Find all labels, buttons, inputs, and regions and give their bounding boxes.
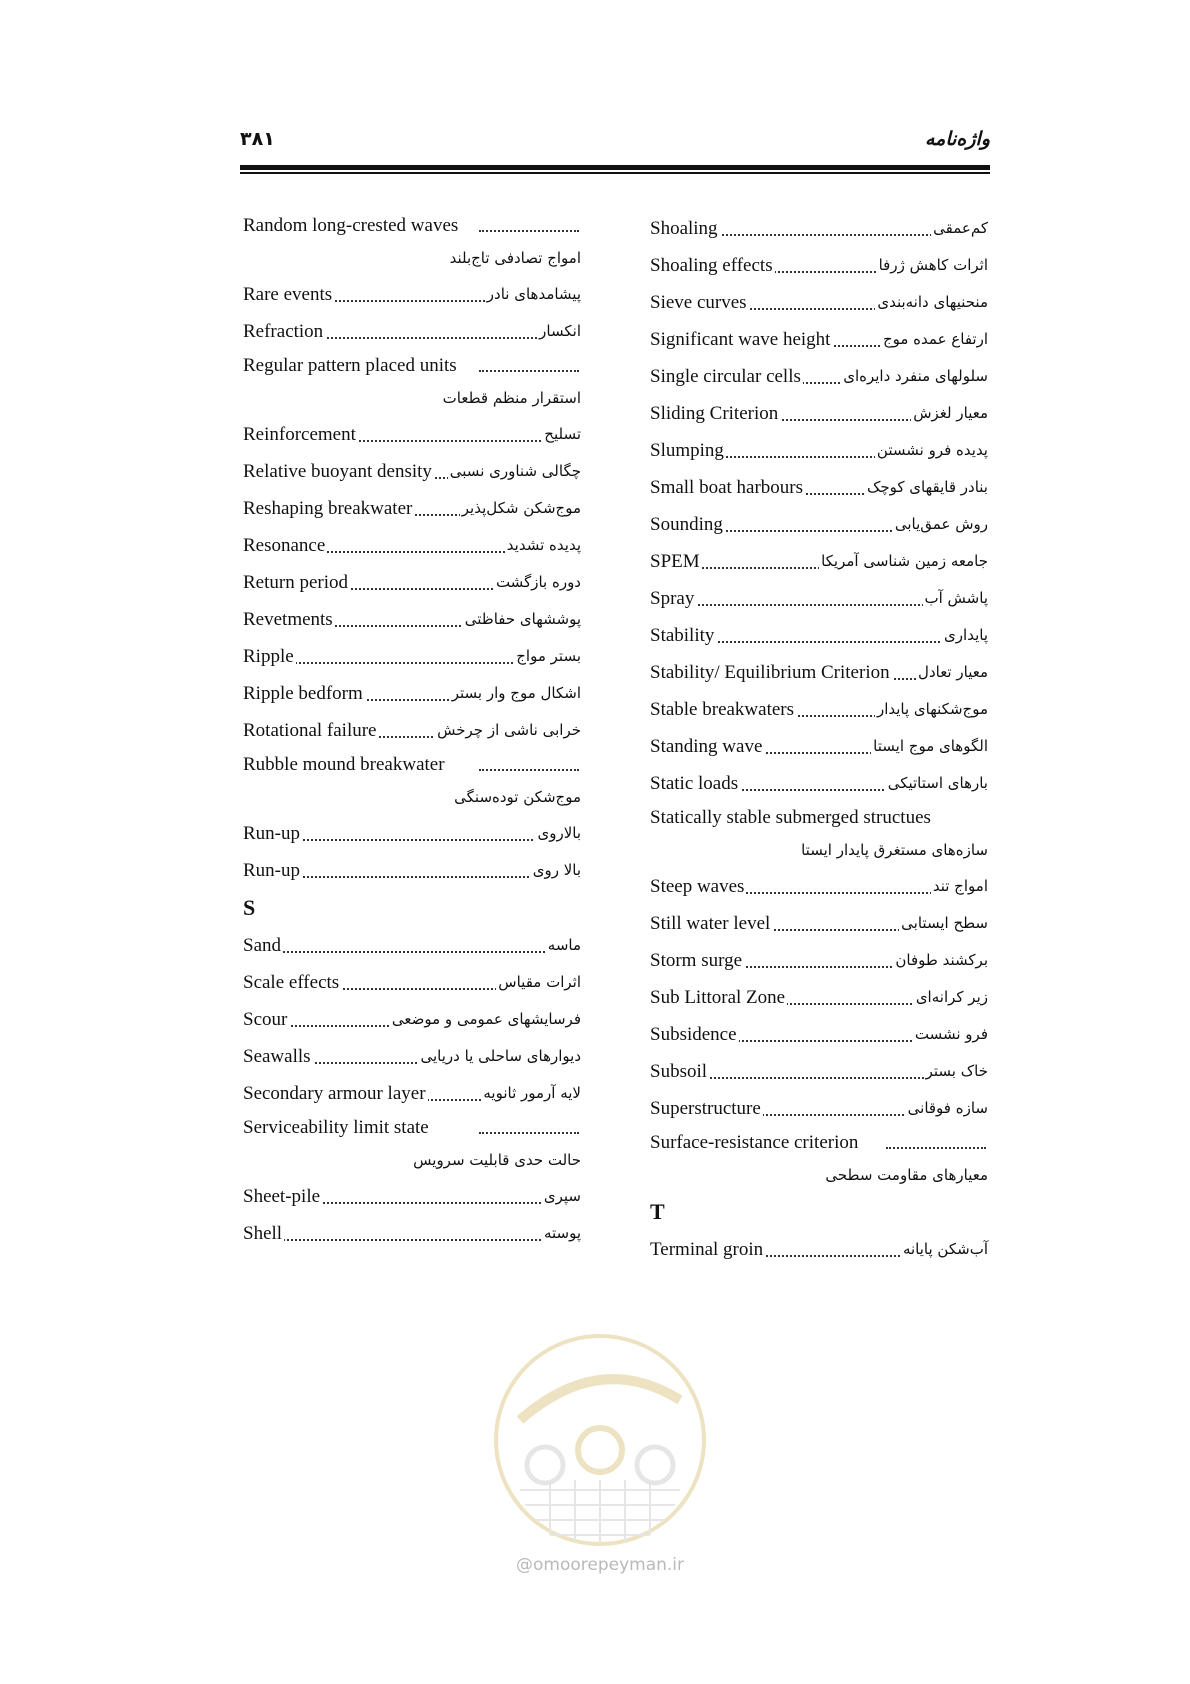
glossary-entry	[243, 564, 581, 601]
glossary-entry	[650, 358, 988, 395]
term-persian: حالت حدی قابلیت سرویس	[413, 1151, 581, 1169]
dot-leader	[479, 1132, 579, 1134]
term-persian: معیار لغزش	[911, 395, 988, 432]
term-persian: پوسته	[542, 1215, 581, 1252]
header-rule-thin	[240, 172, 990, 174]
term-persian: سازه فوقانی	[906, 1090, 988, 1127]
term-english: Subsidence	[650, 1016, 739, 1053]
term-persian: اشکال موج وار بستر	[450, 675, 581, 712]
term-persian: معیارهای مقاومت سطحی	[825, 1166, 988, 1184]
glossary-column-right	[650, 210, 988, 1268]
section-letter: S	[243, 895, 256, 920]
term-english: Stability/ Equilibrium Criterion	[650, 654, 892, 691]
term-persian: پدیده تشدید	[505, 527, 581, 564]
glossary-entry	[650, 210, 988, 247]
term-persian: خرابی ناشی از چرخش	[435, 712, 581, 749]
term-english: Storm surge	[650, 942, 744, 979]
term-english: Surface-resistance criterion	[650, 1127, 860, 1159]
term-english: Static loads	[650, 765, 740, 802]
term-persian: لایه آرمور ثانویه	[481, 1075, 581, 1112]
term-english: Standing wave	[650, 728, 764, 765]
term-persian: سطح ایستابی	[899, 905, 988, 942]
term-english: Random long-crested waves	[243, 210, 460, 242]
glossary-entry	[650, 654, 988, 691]
term-persian: معیار تعادل	[916, 654, 988, 691]
term-english: Shoaling effects	[650, 247, 775, 284]
dot-leader	[479, 230, 579, 232]
term-persian: بنادر قایقهای کوچک	[865, 469, 988, 506]
term-english: Rubble mound breakwater	[243, 749, 447, 781]
glossary-column-left	[243, 210, 581, 1252]
term-english: Slumping	[650, 432, 726, 469]
term-english: Refraction	[243, 313, 325, 350]
glossary-entry	[650, 247, 988, 284]
section-title: واژه‌نامه	[924, 128, 990, 150]
term-english: Single circular cells	[650, 358, 803, 395]
glossary-entry	[243, 1001, 581, 1038]
term-persian: موج‌شکن توده‌سنگی	[454, 788, 581, 806]
term-english: Rare events	[243, 276, 334, 313]
watermark-logo	[490, 1330, 710, 1550]
term-english: Sieve curves	[650, 284, 749, 321]
term-english: Stability	[650, 617, 716, 654]
term-persian: روش عمق‌یابی	[893, 506, 988, 543]
term-english: Rotational failure	[243, 712, 378, 749]
glossary-entry	[650, 691, 988, 728]
glossary-entry	[650, 868, 988, 905]
term-persian: ارتفاع عمده موج	[881, 321, 988, 358]
term-english: Statically stable submerged structues	[650, 802, 933, 834]
term-persian: پاشش آب	[923, 580, 989, 617]
term-english: Return period	[243, 564, 350, 601]
term-english: Ripple	[243, 638, 296, 675]
glossary-entry	[650, 765, 988, 802]
glossary-entry	[243, 490, 581, 527]
term-persian: بالاروی	[535, 815, 581, 852]
term-english: Reinforcement	[243, 416, 358, 453]
term-english: Run-up	[243, 815, 302, 852]
glossary-entry	[650, 284, 988, 321]
glossary-entry	[243, 1075, 581, 1112]
term-english: Terminal groin	[650, 1231, 765, 1268]
glossary-entry	[650, 942, 988, 979]
glossary-entry	[650, 580, 988, 617]
glossary-entry	[243, 416, 581, 453]
dot-leader	[886, 1147, 986, 1149]
term-persian: ماسه	[546, 927, 581, 964]
glossary-entry	[243, 350, 581, 416]
term-persian: دیوارهای ساحلی یا دریایی	[418, 1038, 581, 1075]
term-persian: اثرات کاهش ژرفا	[877, 247, 988, 284]
term-persian: بستر مواج	[514, 638, 581, 675]
glossary-entry	[243, 749, 581, 815]
term-persian: موج‌شکن شکل‌پذیر	[460, 490, 581, 527]
glossary-entry	[650, 979, 988, 1016]
term-english: Still water level	[650, 905, 772, 942]
term-english: Sounding	[650, 506, 725, 543]
term-persian: پیشامدهای نادر	[485, 276, 581, 313]
term-persian: آب‌شکن پایانه	[901, 1231, 988, 1268]
term-english: Sheet-pile	[243, 1178, 322, 1215]
glossary-entry	[243, 601, 581, 638]
term-persian: استقرار منظم قطعات	[442, 389, 581, 407]
term-persian: فرو نشست	[913, 1016, 988, 1053]
term-english: Sub Littoral Zone	[650, 979, 787, 1016]
term-english: Stable breakwaters	[650, 691, 796, 728]
term-english: Seawalls	[243, 1038, 313, 1075]
term-english: Superstructure	[650, 1090, 763, 1127]
glossary-entry	[650, 469, 988, 506]
glossary-entry	[243, 712, 581, 749]
glossary-entry	[650, 1231, 988, 1268]
term-english: Revetments	[243, 601, 335, 638]
term-persian: جامعه زمین شناسی آمریکا	[819, 543, 988, 580]
term-persian: پوششهای حفاظتی	[463, 601, 581, 638]
glossary-entry	[650, 1127, 988, 1193]
term-english: Serviceability limit state	[243, 1112, 431, 1144]
glossary-entry	[243, 453, 581, 490]
term-english: Steep waves	[650, 868, 746, 905]
term-english: Spray	[650, 580, 696, 617]
glossary-entry	[243, 210, 581, 276]
glossary-entry	[243, 638, 581, 675]
glossary-entry	[243, 1215, 581, 1252]
glossary-entry	[650, 617, 988, 654]
glossary-entry	[650, 1016, 988, 1053]
section-letter: T	[650, 1199, 665, 1224]
term-persian: امواج تصادفی تاج‌بلند	[449, 249, 581, 267]
term-english: SPEM	[650, 543, 702, 580]
term-english: Small boat harbours	[650, 469, 805, 506]
term-english: Shell	[243, 1215, 284, 1252]
glossary-entry	[650, 321, 988, 358]
term-persian: سلولهای منفرد دایره‌ای	[841, 358, 988, 395]
term-english: Secondary armour layer	[243, 1075, 428, 1112]
term-persian: سازه‌های مستغرق پایدار ایستا	[801, 841, 988, 859]
term-persian: بارهای استاتیکی	[886, 765, 988, 802]
term-english: Scour	[243, 1001, 289, 1038]
glossary-entry	[650, 905, 988, 942]
term-english: Subsoil	[650, 1053, 709, 1090]
term-english: Sand	[243, 927, 283, 964]
dot-leader	[479, 370, 579, 372]
term-english: Ripple bedform	[243, 675, 365, 712]
term-english: Resonance	[243, 527, 327, 564]
glossary-entry	[650, 802, 988, 868]
page-header	[240, 128, 990, 168]
glossary-entry	[243, 527, 581, 564]
term-persian: زیر کرانه‌ای	[914, 979, 988, 1016]
header-rule-thick	[240, 165, 990, 170]
glossary-entry	[243, 815, 581, 852]
term-english: Scale effects	[243, 964, 341, 1001]
glossary-entry	[650, 728, 988, 765]
glossary-entry	[243, 852, 581, 889]
term-persian: فرسایشهای عمومی و موضعی	[390, 1001, 581, 1038]
term-persian: پدیده فرو نشستن	[875, 432, 988, 469]
term-persian: کم‌عمقی	[931, 210, 988, 247]
glossary-entry	[243, 276, 581, 313]
glossary-entry	[243, 1112, 581, 1178]
dot-leader	[243, 1239, 581, 1241]
term-english: Relative buoyant density	[243, 453, 434, 490]
glossary-entry	[650, 1090, 988, 1127]
glossary-entry	[243, 1178, 581, 1215]
glossary-entry	[243, 313, 581, 350]
glossary-entry	[650, 1053, 988, 1090]
term-persian: اثرات مقیاس	[496, 964, 581, 1001]
term-english: Regular pattern placed units	[243, 350, 459, 382]
term-english: Shoaling	[650, 210, 720, 247]
term-persian: منحنیهای دانه‌بندی	[875, 284, 988, 321]
term-persian: بالا روی	[531, 852, 581, 889]
glossary-entry	[650, 432, 988, 469]
watermark-text: @omoorepeyman.ir	[515, 1555, 685, 1575]
glossary-entry	[243, 927, 581, 964]
term-persian: الگوهای موج ایستا	[871, 728, 988, 765]
term-persian: چگالی شناوری نسبی	[448, 453, 581, 490]
glossary-entry	[650, 395, 988, 432]
term-english: Run-up	[243, 852, 302, 889]
term-english: Reshaping breakwater	[243, 490, 414, 527]
glossary-entry	[650, 506, 988, 543]
term-english: Sliding Criterion	[650, 395, 780, 432]
term-persian: موج‌شکنهای پایدار	[875, 691, 988, 728]
term-persian: امواج تند	[931, 868, 988, 905]
dot-leader	[479, 769, 579, 771]
term-persian: برکشند طوفان	[893, 942, 988, 979]
term-persian: خاک بستر	[924, 1053, 988, 1090]
term-persian: تسلیح	[542, 416, 581, 453]
term-english: Significant wave height	[650, 321, 832, 358]
glossary-entry	[243, 1038, 581, 1075]
term-persian: پایداری	[942, 617, 988, 654]
term-persian: انکسار	[537, 313, 581, 350]
glossary-entry	[243, 675, 581, 712]
term-persian: سپری	[542, 1178, 581, 1215]
glossary-entry	[650, 543, 988, 580]
dot-leader	[243, 951, 581, 953]
page-number: ۳۸۱	[240, 128, 275, 150]
term-persian: دوره بازگشت	[494, 564, 581, 601]
glossary-entry	[243, 964, 581, 1001]
